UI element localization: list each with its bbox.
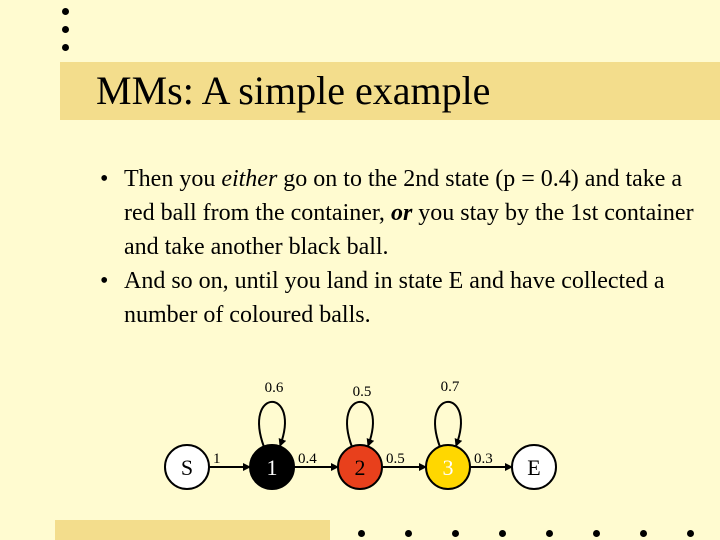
self-loop-arrow xyxy=(347,402,373,447)
self-loop-label: 0.7 xyxy=(440,379,460,395)
state-node-label: 3 xyxy=(442,455,454,480)
state-node-label: S xyxy=(180,455,194,480)
bullet-marker: • xyxy=(100,268,109,294)
transition-label: 0.5 xyxy=(386,451,405,467)
bullet-text: Then you xyxy=(124,166,222,192)
state-node-label: 2 xyxy=(354,455,366,480)
state-node-label: 1 xyxy=(266,455,278,480)
bullet-text: either xyxy=(221,166,278,192)
self-loop-arrow xyxy=(435,402,461,447)
transition-label: 1 xyxy=(213,451,221,467)
decorative-dot xyxy=(593,530,600,537)
bullet-text: you stay by the 1st container and take another black ball. xyxy=(124,200,694,260)
decorative-dot xyxy=(640,530,647,537)
self-loop-label: 0.5 xyxy=(352,384,372,400)
bullet-text: or xyxy=(390,200,413,226)
bullet-marker: • xyxy=(100,166,109,192)
transition-label: 0.3 xyxy=(474,451,493,467)
decorative-dot xyxy=(687,530,694,537)
footer-band xyxy=(55,520,330,540)
self-loop-arrow xyxy=(259,402,285,447)
decorative-dot xyxy=(499,530,506,537)
bullet-text: And so on, until you land in state E and have collected a number of coloured balls. xyxy=(124,268,665,328)
bullet-text: go on to the 2nd state (p = 0.4) and take a red ball from the container, xyxy=(124,166,683,226)
decorative-dot xyxy=(546,530,553,537)
self-loop-label: 0.6 xyxy=(264,380,284,396)
state-node-label: E xyxy=(527,455,541,480)
decorative-dot xyxy=(452,530,459,537)
decorative-dot xyxy=(405,530,412,537)
decorative-dot xyxy=(358,530,365,537)
slide-title: MMs: A simple example xyxy=(96,68,491,113)
transition-label: 0.4 xyxy=(298,451,317,467)
